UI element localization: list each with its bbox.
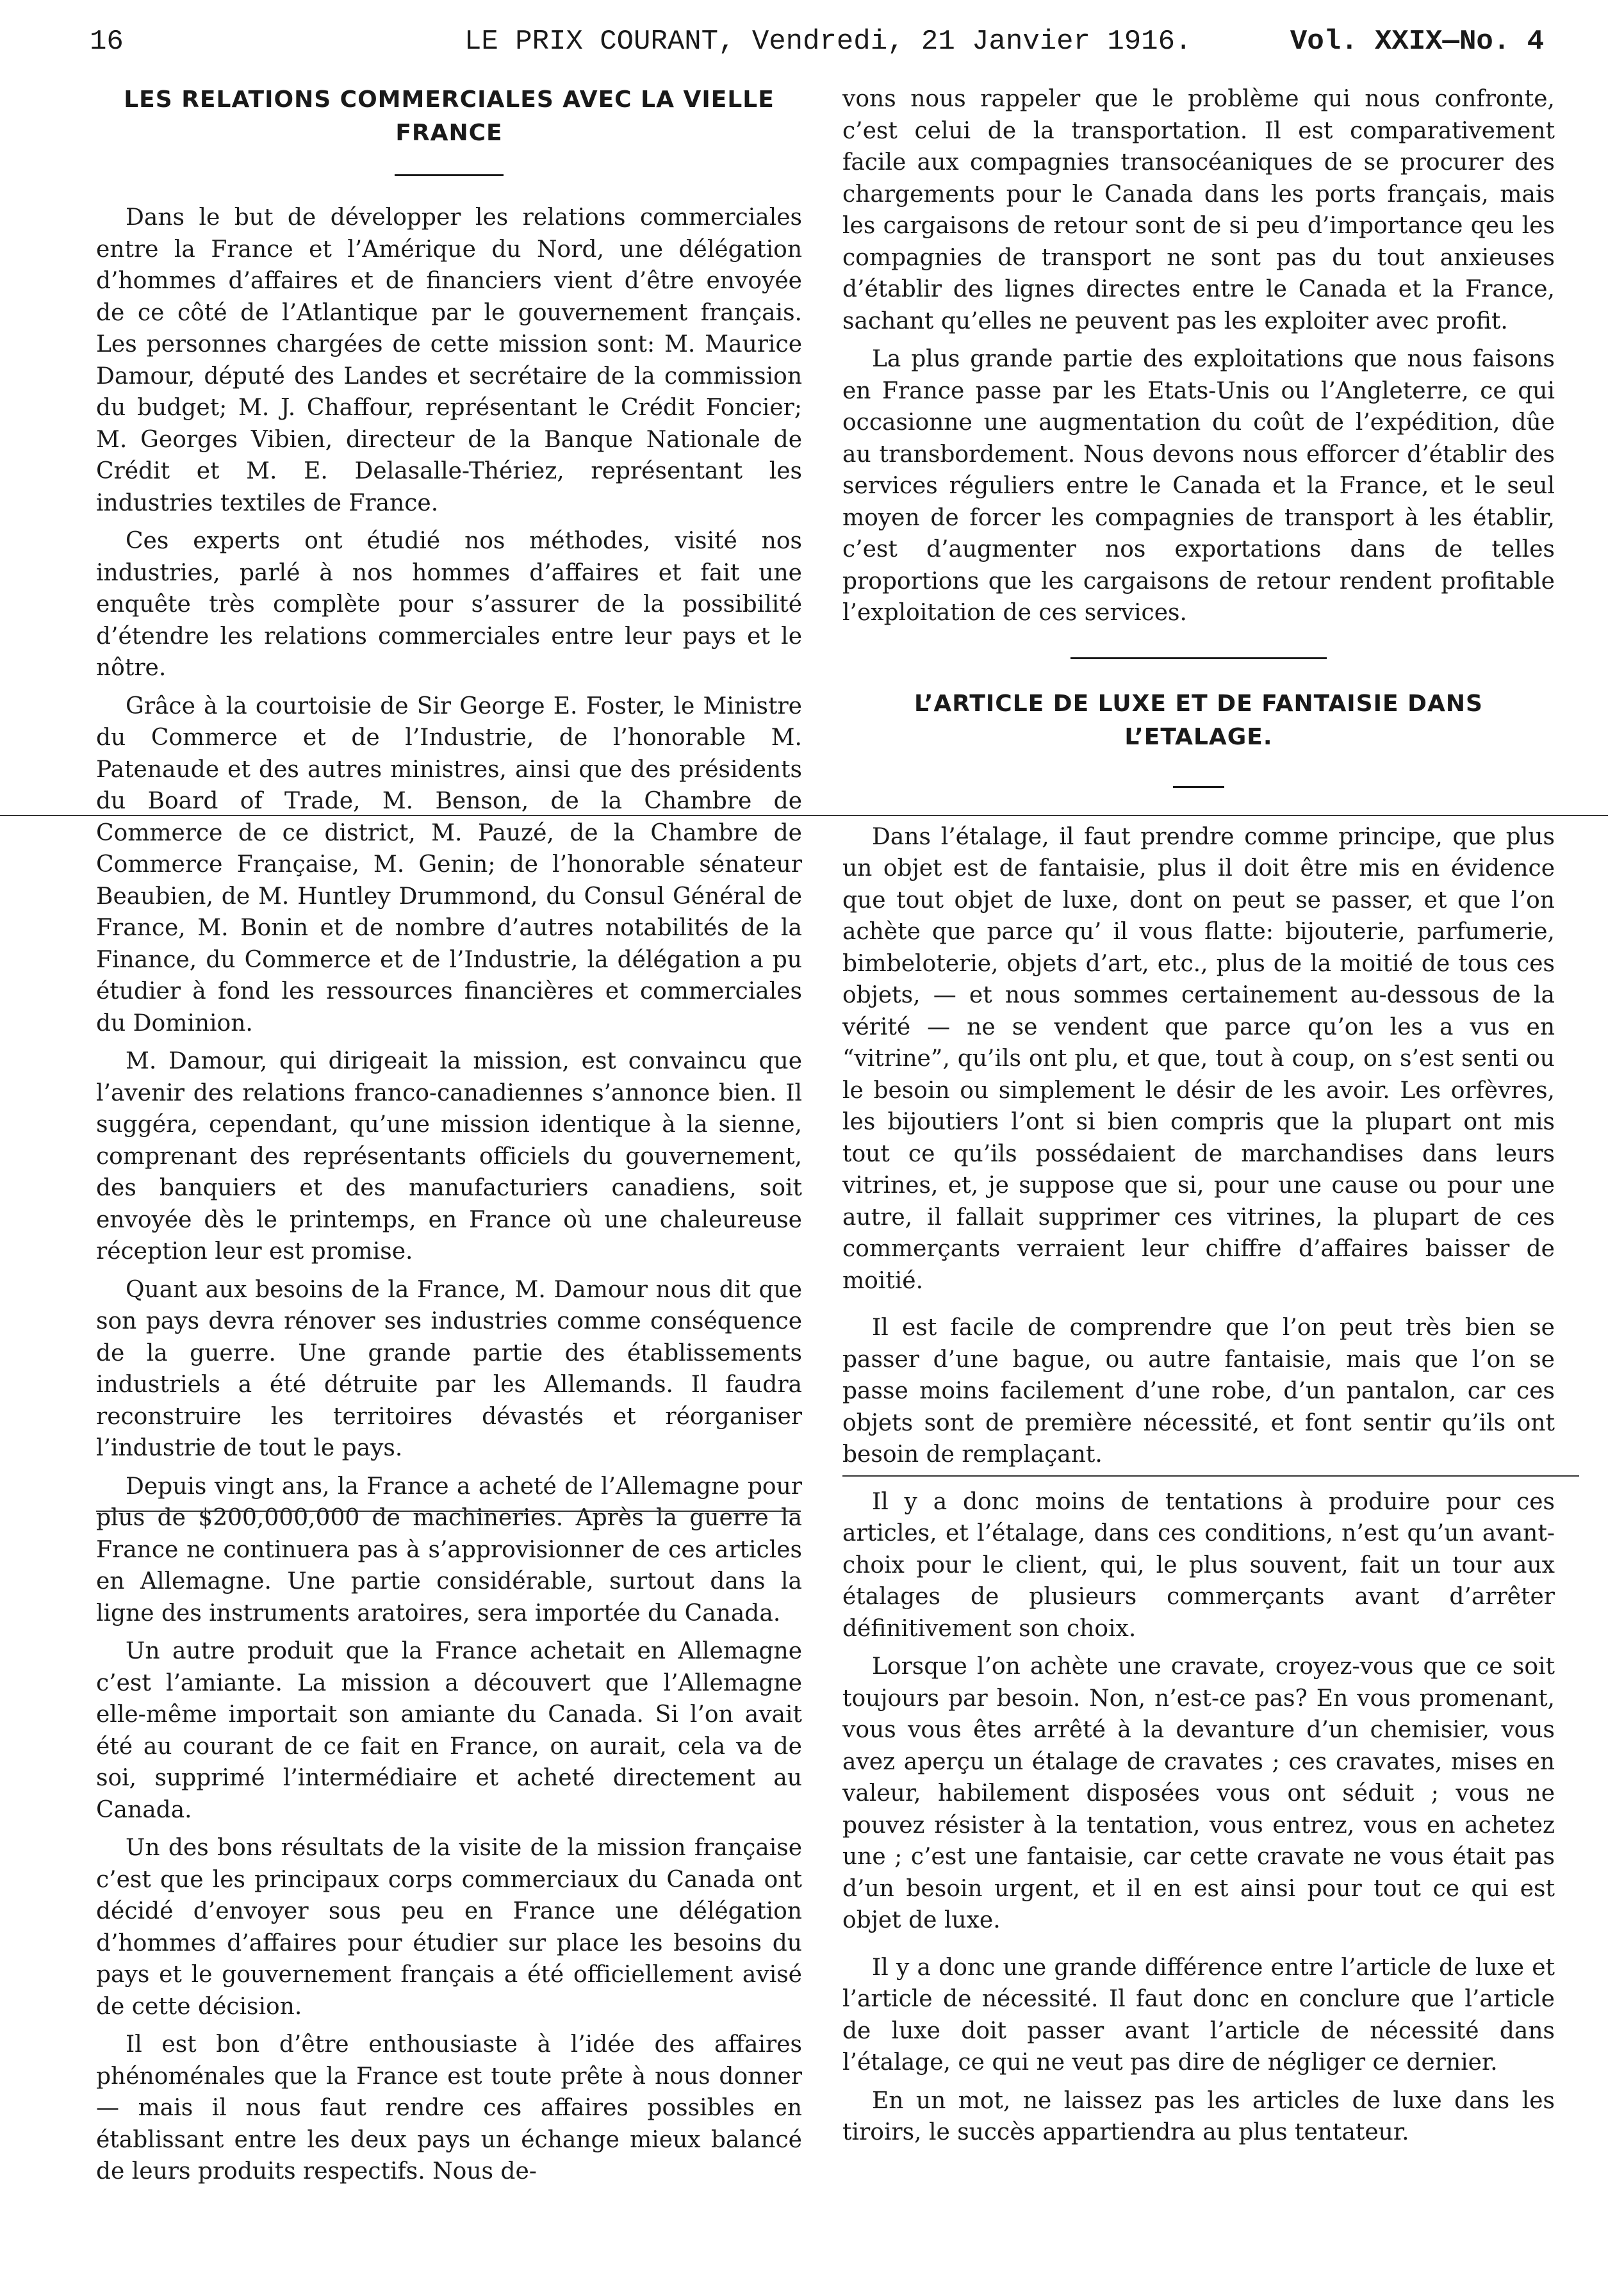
- article1-continued-paragraph: La plus grande partie des exploitations que nous faisons en France passe par les Etats-Unis ou l’Angleterre, ce qui occasionne une augmentation du coût de l’expédition, dûe au transbordement. Nous devons nous efforcer d’établir des services réguliers entre le Canada et la France, et le seul moyen de forcer les compagnies de transport à les établir, c’est d’augmenter nos exportations dans de telles proportions que les cargaisons de retour rendent profitable l’exploitation de ces services.: [842, 346, 1555, 626]
- article1-paragraph: Il est bon d’être enthousiaste à l’idée des affaires phénoménales que la France est toute prête à nous donner — mais il nous faut rendre ces affaires possibles en établissant entre les deux pays un échange mieux balancé de leurs produits respectifs. Nous de-: [96, 2031, 802, 2184]
- left-column: [96, 83, 802, 2188]
- title-rule: [395, 174, 504, 176]
- article2-paragraph: Dans l’étalage, il faut prendre comme principe, que plus un objet est de fantaisie, plus il doit être mis en évidence que tout objet de luxe, dont on peut se passer, et que l’on achète que parce qu’ il vous flatte: bijouterie, parfumerie, bimbeloterie, objets d’art, etc., plus de la moitié de tous ces objets, — et nous sommes certainement au-dessous de la vérité — ne se vendent que parce qu’on les a vus en “vitrine”, qu’ils ont plu, et que, tout à coup, on s’est senti ou le besoin ou simplement le désir de les avoir. Les orfèvres, les bijoutiers l’ont si bien compris que la plupart ont mis tout ce qu’ils possédaient de marchandises dans leurs vitrines, et, je suppose que si, pour une cause ou pour une autre, il fallait supprimer ces vitrines, la plupart de ces commerçants verraient leur chiffre d’affaires baisser de moitié.: [842, 823, 1555, 1294]
- article1-paragraph: M. Damour, qui dirigeait la mission, est convaincu que l’avenir des relations franco-canadiennes s’annonce bien. Il suggéra, cependant, qu’une mission identique à la sienne, comprenant des représentants officiels du gouvernement, des banquiers et des manufacturiers canadiens, soit envoyée dès le printemps, en France où une chaleureuse réception leur est promise.: [96, 1048, 802, 1265]
- volume-number: Vol. XXIX—No. 4: [1290, 26, 1544, 58]
- page-number: 16: [90, 26, 124, 58]
- article2-paragraph: Lorsque l’on achète une cravate, croyez-vous que ce soit toujours par besoin. Non, n’est-ce pas? En vous promenant, vous vous êtes arrêté à la devanture d’un chemisier, vous avez aperçu un étalage de cravates ; ces cravates, mises en valeur, habilement disposées vous ont séduit ; vous ne pouvez résister à la tentation, vous entrez, vous en achetez une ; c’est une fantaisie, car cette cravate ne vous était pas d’un besoin urgent, et il en est ainsi pour tout ce qui est objet de luxe.: [842, 1653, 1555, 1933]
- article1-paragraph: Grâce à la courtoisie de Sir George E. Foster, le Ministre du Commerce et de l’Industrie, de l’honorable M. Patenaude et des autres ministres, ainsi que des présidents du Board of Trade, M. Benson, de la Chambre de Commerce de ce district, M. Pauzé, de la Chambre de Commerce Française, M. Genin; de l’honorable sénateur Beaubien, de M. Huntley Drummond, du Consul Général de France, M. Bonin et de nombre d’autres notabilités de la Finance, du Commerce et de l’Industrie, la délégation a pu étudier à fond les ressources financières et commerciales du Dominion.: [96, 692, 802, 1037]
- right-column: [842, 83, 1555, 2149]
- article2-paragraph: En un mot, ne laissez pas les articles de luxe dans les tiroirs, le succès appartiendra au plus tentateur.: [842, 2087, 1555, 2145]
- publication-line: LE PRIX COURANT, Vendredi, 21 Janvier 1916.: [464, 26, 1192, 58]
- page-header: [90, 19, 1544, 64]
- page-fold-line: [96, 1511, 801, 1512]
- page-fold-line: [0, 815, 1608, 816]
- article2-paragraph: Il y a donc moins de tentations à produire pour ces articles, et l’étalage, dans ces conditions, n’est qu’un avant-choix pour le client, qui, le plus souvent, fait un tour aux étalages de plusieurs commerçants avant d’arrêter définitivement son choix.: [842, 1488, 1555, 1642]
- article1-paragraph: Depuis vingt ans, la France a acheté de l’Allemagne pour plus de $200,000,000 de machineries. Après la guerre la France ne continuera pas à s’approvisionner de ces articles en Allemagne. Une partie considérable, surtout dans la ligne des instruments aratoires, sera importée du Canada.: [96, 1473, 802, 1627]
- article2-paragraph: Il y a donc une grande différence entre l’article de luxe et l’article de nécessité. Il faut donc en conclure que l’article de luxe doit passer avant l’article de nécessité dans l’étalage, ce qui ne veut pas dire de négliger ce dernier.: [842, 1954, 1555, 2076]
- article1-title: LES RELATIONS COMMERCIALES AVEC LA VIELLE FRANCE: [124, 86, 775, 146]
- page-fold-line: [842, 1475, 1579, 1477]
- title-rule: [1173, 786, 1224, 788]
- article1-paragraph: Un autre produit que la France achetait en Allemagne c’est l’amiante. La mission a découvert que l’Allemagne elle-même importait son amiante du Canada. Si l’on avait été au courant de ce fait en France, on aurait, cela va de soi, supprimé l’intermédiaire et acheté directement au Canada.: [96, 1638, 802, 1823]
- article1-paragraph: Dans le but de développer les relations commerciales entre la France et l’Amérique du Nord, une délégation d’hommes d’affaires et de financiers vient d’être envoyée de ce côté de l’Atlantique par le gouvernement français. Les personnes chargées de cette mission sont: M. Maurice Damour, député des Landes et secrétaire de la commission du budget; M. J. Chaffour, représentant le Crédit Foncier; M. Georges Vibien, directeur de la Banque Nationale de Crédit et M. E. Delasalle-Thériez, représentant les industries textiles de France.: [96, 204, 802, 516]
- section-separator: [1070, 657, 1327, 659]
- article1-continued-paragraph: vons nous rappeler que le problème qui nous confronte, c’est celui de la transportation. Il est comparativement facile aux compagnies transocéaniques de se procurer des chargements pour le Canada dans les ports français, mais les cargaisons de retour sont de si peu d’importance qeu les compagnies de transport ne sont pas du tout anxieuses d’établir des lignes directes entre le Canada et la France, sachant qu’elles ne peuvent pas les exploiter avec profit.: [842, 86, 1555, 334]
- article2-title: L’ARTICLE DE LUXE ET DE FANTAISIE DANS L’ETALAGE.: [914, 690, 1483, 750]
- article1-paragraph: Quant aux besoins de la France, M. Damour nous dit que son pays devra rénover ses industries comme conséquence de la guerre. Une grande partie des établissements industriels a été détruite par les Allemands. Il faudra reconstruire les territoires dévastés et réorganiser l’industrie de tout le pays.: [96, 1276, 802, 1461]
- article1-paragraph: Un des bons résultats de la visite de la mission française c’est que les principaux corps commerciaux du Canada ont décidé d’envoyer sous peu en France une délégation d’hommes d’affaires pour étudier sur place les besoins du pays et le gouvernement français a été officiellement avisé de cette décision.: [96, 1835, 802, 2020]
- article1-paragraph: Ces experts ont étudié nos méthodes, visité nos industries, parlé à nos hommes d’affaires et fait une enquête très complète pour s’assurer de la possibilité d’étendre les relations commerciales entre leur pays et le nôtre.: [96, 528, 802, 681]
- article2-paragraph: Il est facile de comprendre que l’on peut très bien se passer d’une bague, ou autre fantaisie, mais que l’on se passe moins facilement d’une robe, d’un pantalon, car ces objets sont de première nécessité, et font sentir qu’ils ont besoin de remplaçant.: [842, 1315, 1555, 1468]
